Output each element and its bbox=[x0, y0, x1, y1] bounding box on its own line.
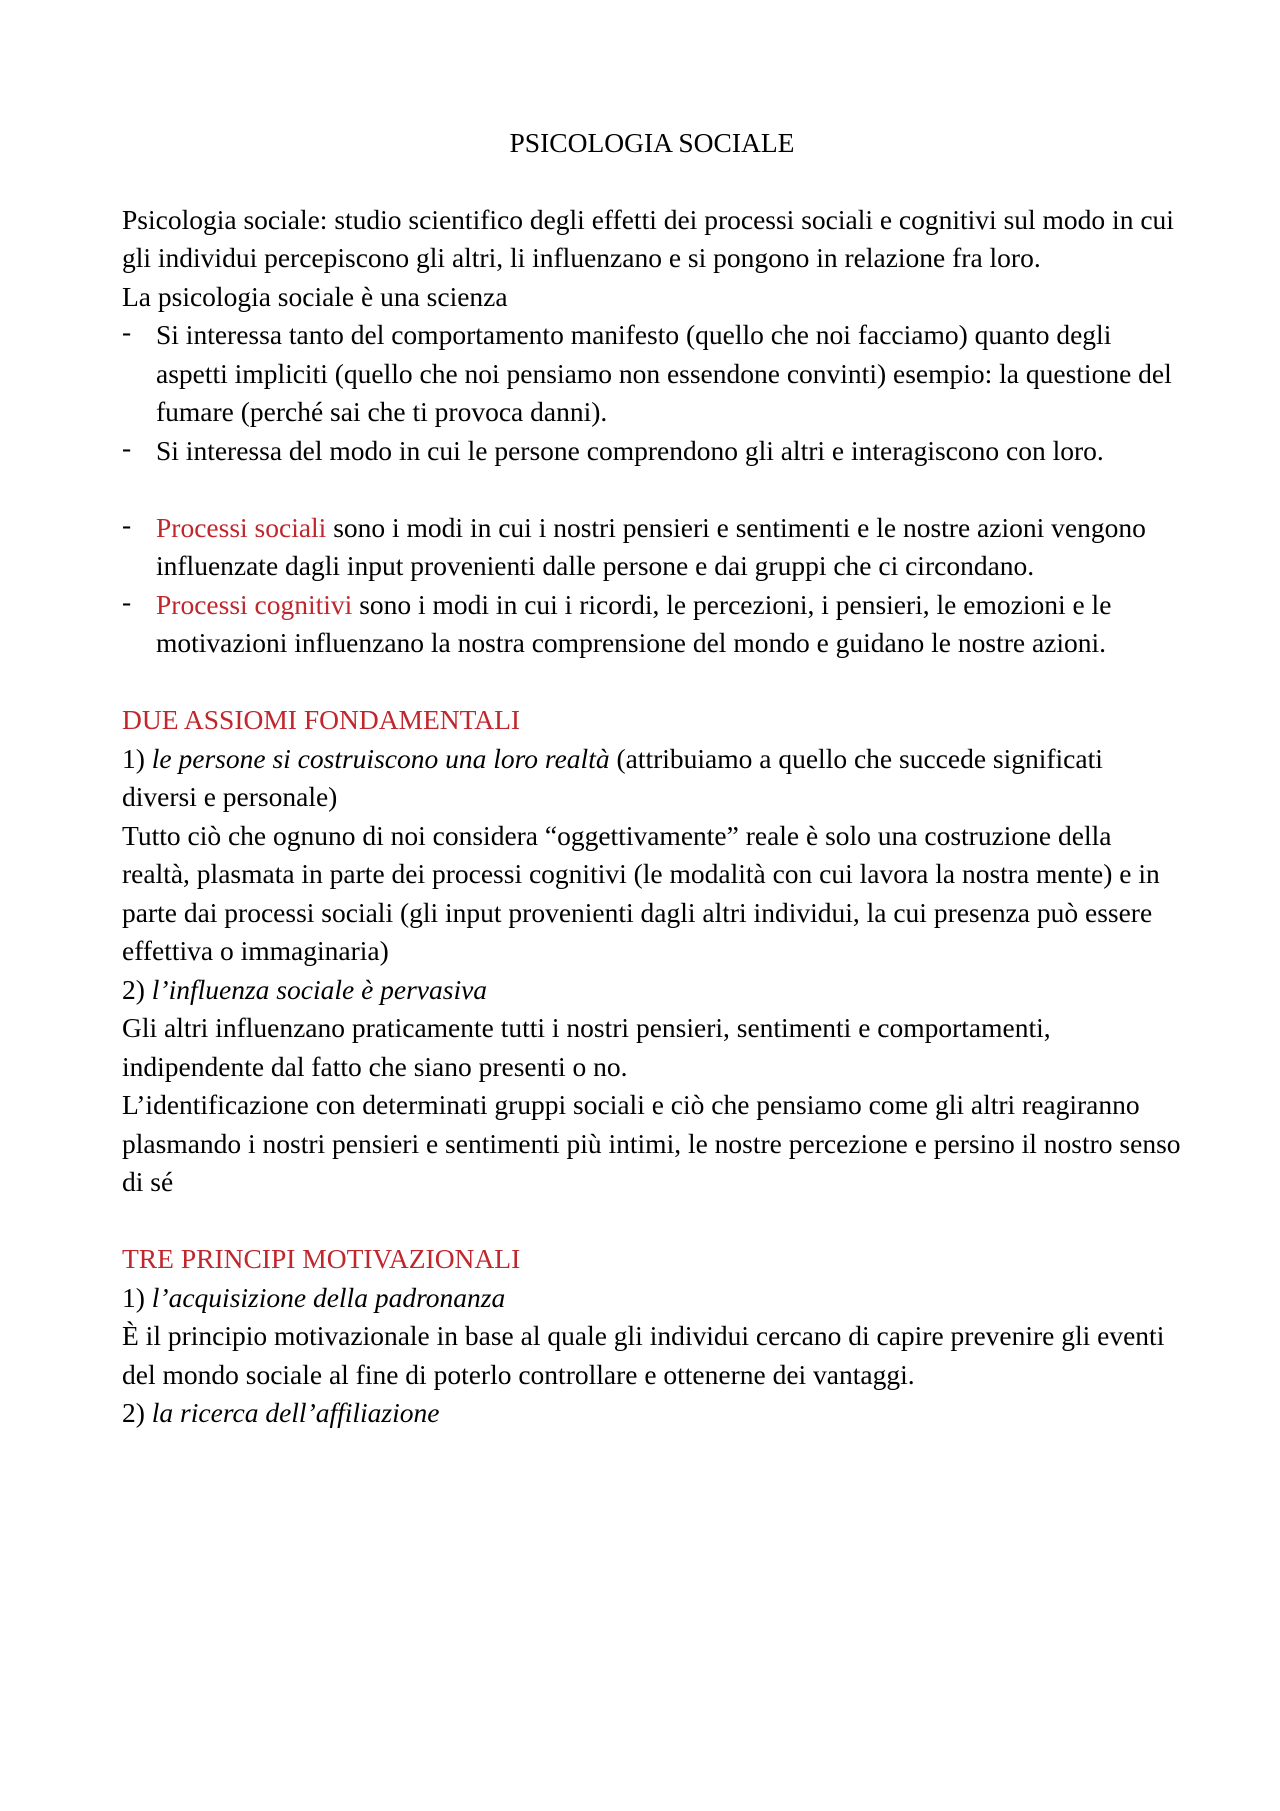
spacer bbox=[122, 470, 1182, 509]
axiom-1-line bbox=[122, 740, 1182, 817]
list-item: - Si interessa del modo in cui le persone comprendono gli altri e interagiscono con loro. bbox=[122, 432, 1182, 471]
principle-1-line bbox=[122, 1279, 1182, 1318]
list-item-cognitive-processes bbox=[122, 586, 1182, 663]
intro-bullet-list bbox=[122, 316, 1182, 470]
principle-1-title: l’acquisizione della padronanza bbox=[151, 1281, 506, 1313]
axiom-2-body-2: L’identificazione con determinati gruppi sociali e ciò che pensiamo come gli altri reagiranno plasmando i nostri pensieri e sentimenti più intimi, le nostre percezione e persino il nostro senso di sé bbox=[122, 1089, 1181, 1197]
principle-2-line bbox=[122, 1394, 1182, 1433]
term-social-processes: Processi sociali bbox=[156, 511, 327, 543]
axiom-2-number: 2) bbox=[122, 973, 152, 1005]
definition-social-processes: sono i modi in cui i nostri pensieri e sentimenti e le nostre azioni vengono influenzate dagli input provenienti dalle persone e dai gruppi che ci circondano. bbox=[156, 511, 1146, 581]
axiom-1-title: le persone si costruiscono una loro realtà bbox=[151, 742, 610, 774]
principle-1-body: È il principio motivazionale in base al quale gli individui cercano di capire prevenire gli eventi del mondo sociale al fine di poterlo controllare e ottenerne dei vantaggi. bbox=[122, 1320, 1165, 1390]
list-item-social-processes bbox=[122, 509, 1182, 586]
list-item: - Si interessa tanto del comportamento manifesto (quello che noi facciamo) quanto degli aspetti impliciti (quello che noi pensiamo non essendone convinti) esempio: la questione del fumare (perché sai che ti provoca danni). bbox=[122, 316, 1182, 432]
spacer bbox=[122, 1202, 1182, 1241]
principle-2-number: 2) bbox=[122, 1397, 152, 1428]
principle-2-title: la ricerca dell’affiliazione bbox=[151, 1397, 440, 1428]
axiom-1-note: (attribuiamo a quello che succede significati diversi e personale) bbox=[122, 742, 1103, 812]
page-title: PSICOLOGIA SOCIALE bbox=[509, 127, 795, 158]
term-cognitive-processes: Processi cognitivi bbox=[156, 588, 353, 620]
axiom-1-number: 1) bbox=[122, 742, 152, 774]
processes-bullet-list bbox=[122, 509, 1182, 663]
axiom-1-body: Tutto ciò che ognuno di noi considera “oggettivamente” reale è solo una costruzione della realtà, plasmata in parte dei processi cognitivi (le modalità con cui lavora la nostra mente) e in parte dai processi sociali (gli input provenienti dagli altri individui, la cui presenza può essere effettiva o immaginaria) bbox=[122, 819, 1160, 966]
axiom-2-body-1: Gli altri influenzano praticamente tutti i nostri pensieri, sentimenti e comportamenti, indipendente dal fatto che siano presenti o no. bbox=[122, 1012, 1051, 1082]
axiom-2-title: l’influenza sociale è pervasiva bbox=[151, 973, 488, 1005]
science-line: La psicologia sociale è una scienza bbox=[122, 280, 508, 312]
principle-1-number: 1) bbox=[122, 1281, 152, 1313]
definition-cognitive-processes: sono i modi in cui i ricordi, le percezioni, i pensieri, le emozioni e le motivazioni influenzano la nostra comprensione del mondo e guidano le nostre azioni. bbox=[156, 588, 1112, 658]
definition-paragraph: Psicologia sociale: studio scientifico degli effetti dei processi sociali e cognitivi sul modo in cui gli individui percepiscono gli altri, li influenzano e si pongono in relazione fra loro. bbox=[122, 203, 1174, 273]
document-content bbox=[122, 124, 1182, 1433]
axiom-2-line bbox=[122, 971, 1182, 1010]
section-heading-axioms: DUE ASSIOMI FONDAMENTALI bbox=[122, 704, 521, 735]
spacer bbox=[122, 663, 1182, 702]
section-heading-principles: TRE PRINCIPI MOTIVAZIONALI bbox=[122, 1243, 521, 1274]
